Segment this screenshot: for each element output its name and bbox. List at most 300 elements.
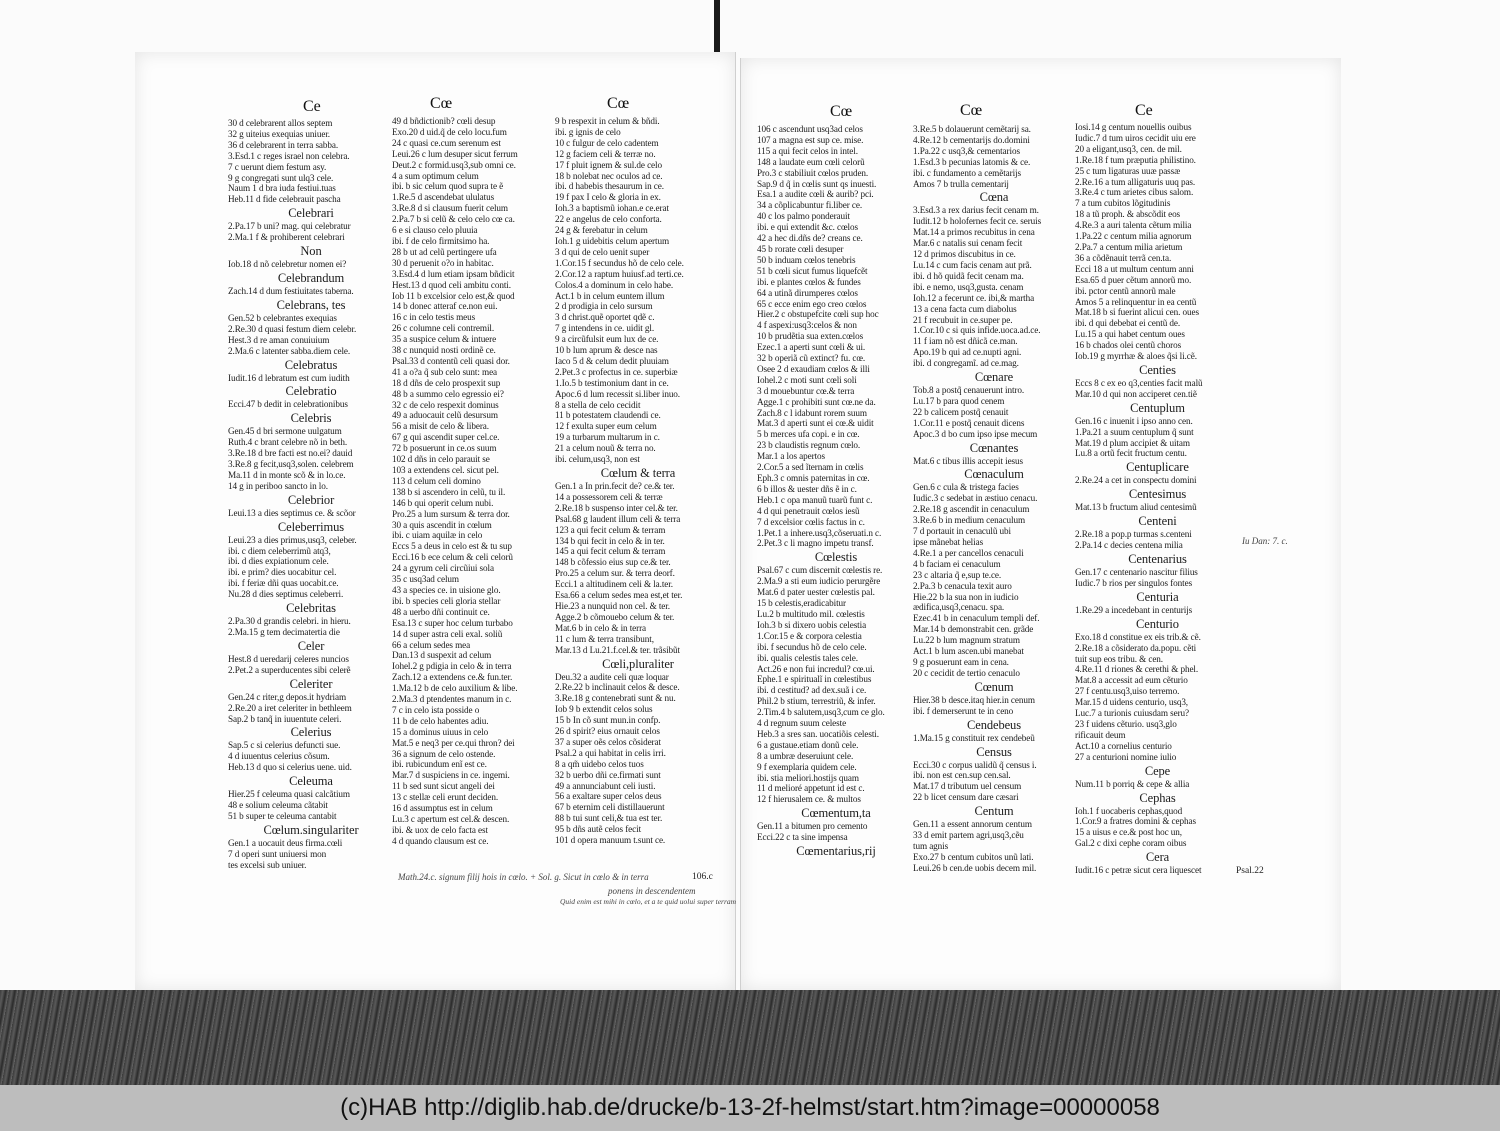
concordance-line: 12 f exulta super eum celum xyxy=(555,421,657,432)
concordance-line: Iob.18 d nõ celebretur nomen ei? xyxy=(228,259,347,270)
entry-keyword: Celebrans, tes xyxy=(276,297,346,312)
concordance-line: Ioh.3 b si dixero uobis celestia xyxy=(757,619,867,630)
concordance-line: 8 a stella de celo cecidit xyxy=(555,399,641,410)
concordance-line: 6 b illos & uester dñs ẽ in c. xyxy=(757,483,857,494)
concordance-line: Lu.15 a qui habet centum oues xyxy=(1075,329,1185,340)
concordance-line: 123 a qui fecit celum & terram xyxy=(555,524,666,535)
concordance-line: 19 a turbarum multarum in c. xyxy=(555,432,660,443)
entry-keyword: Census xyxy=(976,744,1012,759)
concordance-line: 21 a celum nouũ & terra no. xyxy=(555,443,656,454)
concordance-line: 51 b super te celeuma cantabit xyxy=(228,810,337,821)
entry-keyword: Cœmentum,ta xyxy=(801,806,871,821)
concordance-line: Mat.18 b si fuerint alicui cen. oues xyxy=(1075,307,1199,318)
concordance-line: 14 b donec atteraf ce.non eui. xyxy=(392,301,498,312)
concordance-line: 18 a tũ proph. & abscõdit eos xyxy=(1075,209,1181,220)
entry-keyword: Celebrandum xyxy=(277,270,345,285)
concordance-line: ibi. f feriæ dñi quas uocabit.ce. xyxy=(228,578,339,589)
concordance-line: 2 d prodigia in celo sursum xyxy=(555,301,653,312)
concordance-line: 12 f hierusalem ce. & multos xyxy=(757,794,861,805)
concordance-line: 106 c ascendunt usq3ad celos xyxy=(757,124,863,134)
concordance-line: 1.Re.5 d ascendebat ululatus xyxy=(392,192,495,203)
concordance-line: 4 f aspexi:usq3:celos & non xyxy=(757,320,857,331)
concordance-line: 48 a uerbo dñi continuit ce. xyxy=(392,606,490,617)
entry-keyword: Celeberrimus xyxy=(277,519,345,534)
concordance-line: 3.Re.8 g fecit,usq3,solen. celebrem xyxy=(228,459,354,470)
concordance-line: 3 d christ.quẽ oportet qdẽ c. xyxy=(555,312,655,323)
left-column-2 xyxy=(392,116,558,876)
concordance-line: Act.10 a cornelius centurio xyxy=(1075,740,1172,751)
concordance-line: 26 c columne celi contremil. xyxy=(392,323,495,334)
concordance-line: Exo.20 d uid.q̃ de celo locu.fum xyxy=(392,126,507,137)
concordance-line: 10 c fulgur de celo cadentem xyxy=(555,137,659,148)
concordance-line: 26 d spirit? eius ornauit celos xyxy=(555,726,660,737)
concordance-line: 9 a circũfulsit eum lux de ce. xyxy=(555,334,659,345)
concordance-line: 146 b qui operit celum nubi. xyxy=(392,497,494,508)
concordance-line: Ezec.41 b in cenaculum templi def. xyxy=(913,613,1040,624)
entry-keyword: Cœnum xyxy=(974,679,1014,694)
concordance-line: 15 a uisus e ce.& post hoc un, xyxy=(1075,827,1182,838)
concordance-line: 16 c in celo testis meus xyxy=(392,312,476,323)
entry-keyword: Centum xyxy=(974,804,1014,819)
entry-keyword: Centuria xyxy=(1136,589,1179,604)
concordance-line: 107 a magna est sup ce. mise. xyxy=(757,134,864,145)
concordance-line: ibi. d qui debebat ei centũ de. xyxy=(1075,318,1181,329)
concordance-line: 2.Tim.4 b salutem,usq3,cum ce glo. xyxy=(757,707,885,718)
concordance-line: 9 g congregati sunt ulq3 cele. xyxy=(228,172,334,183)
concordance-line: Hest.13 d quod celi ambitu conti. xyxy=(392,279,511,290)
concordance-line: Leui.26 c lum desuper sicut ferrum xyxy=(392,148,518,159)
concordance-line: 5 b merces ufa copi. e in cœ. xyxy=(757,429,860,440)
entry-keyword: Celebrior xyxy=(287,492,335,507)
concordance-line: 3.Re.4 c tum arietes cibus salom. xyxy=(1075,187,1194,198)
concordance-line: Esa.1 a audite cœli & aurib? pci. xyxy=(757,189,874,200)
concordance-line: Iohel.2 c moti sunt cœli soli xyxy=(757,374,857,385)
concordance-line: Heb.13 d quo si celerius uene. uid. xyxy=(228,762,352,773)
right-heading-3: Ce xyxy=(1135,102,1153,119)
concordance-line: Iosi.14 g centum nouellis ouibus xyxy=(1075,122,1192,132)
concordance-line: ibi. pctor centũ annorũ male xyxy=(1075,285,1176,296)
concordance-line: Gen.52 b celebrantes exequias xyxy=(228,312,337,323)
concordance-line: 45 b rorate cœli desuper xyxy=(757,243,844,254)
concordance-line: Act.26 e non fui incredul? cœ.ui. xyxy=(757,663,875,674)
concordance-line: Leui.13 a dies septimus ce. & scõor xyxy=(228,507,356,518)
concordance-line: 32 b operiã cũ extinct? fu. cœ. xyxy=(757,353,866,364)
concordance-line: ibi. f secundus hõ de celo cele. xyxy=(757,641,867,652)
concordance-line: 7 d portauit in cenaculũ ubi xyxy=(913,526,1011,537)
entry-keyword: Cœna xyxy=(979,190,1009,205)
concordance-line: 1.Cor.11 e postq̃ cenauit dicens xyxy=(913,417,1025,428)
concordance-line: ibi. d habebis thesaurum in ce. xyxy=(555,181,664,192)
concordance-line: 42 a hec di.dñs de? creans ce. xyxy=(757,233,863,244)
concordance-line: Mar.10 d qui non acciperet cen.tiẽ xyxy=(1075,388,1197,399)
entry-keyword: Cendebeus xyxy=(967,717,1021,732)
concordance-line: Lu.3 c apertum est cel.& descen. xyxy=(392,814,510,824)
copyright-footer xyxy=(0,1085,1500,1131)
concordance-line: 2.Cor.5 a sed ĩternam in cœlis xyxy=(757,462,864,473)
entry-keyword: Celeriter xyxy=(289,676,333,691)
concordance-line: 2.Pa.3 b cenacula texit auro xyxy=(913,580,1012,591)
left-page-number: 106.c xyxy=(692,872,713,882)
concordance-line: rificauit deum xyxy=(1075,729,1126,740)
concordance-line: 1.Pa.22 c usq3,& cementarios xyxy=(913,145,1020,156)
concordance-line: Osee 2 d exaudiam cœlos & illi xyxy=(757,363,870,374)
concordance-line: 11 d melioré appetunt id est c. xyxy=(757,783,865,794)
concordance-line: ibi. d cestitud? ad dex.suã i ce. xyxy=(757,685,867,696)
concordance-line: 7 c uerunt diem festum asy. xyxy=(228,161,327,172)
concordance-line: tuit sup eos tribu. & cen. xyxy=(1075,653,1163,664)
concordance-line: Eccs 5 a deus in celo est & tu sup xyxy=(392,541,512,552)
concordance-line: 138 b si ascendero in celũ, tu il. xyxy=(392,486,506,497)
concordance-line: 115 a qui fecit celos in intel. xyxy=(757,145,858,156)
concordance-line: 21 f recubuit in ce.super pe. xyxy=(913,314,1013,325)
concordance-line: 15 b celestis,eradicabitur xyxy=(757,598,846,609)
concordance-line: 2.Re.20 a iret celeriter in bethleem xyxy=(228,702,352,713)
concordance-line: 37 a super oẽs celos cõsiderat xyxy=(555,736,661,747)
concordance-line: 2.Pet.2 a superducentes sibi celerẽ xyxy=(228,664,351,675)
concordance-line: 6 a gustaue.etiam donũ cele. xyxy=(757,739,859,750)
concordance-line: Hest.3 d re aman conuiuium xyxy=(228,334,330,345)
concordance-line: 48 e solium celeuma cãtabit xyxy=(228,800,328,811)
concordance-line: Tob.8 a postq̃ cenauerunt intro. xyxy=(913,385,1025,396)
concordance-line: Gen.6 c cula & tristega facies xyxy=(913,482,1019,493)
concordance-line: 41 a o?a q̃ sub celo sunt: mea xyxy=(392,366,498,377)
concordance-line: ibi. rubicundum enĩ est ce. xyxy=(392,759,487,770)
concordance-line: 2.Ma.15 g tem decimatertia die xyxy=(228,627,340,637)
entry-keyword: Non xyxy=(300,244,322,259)
concordance-line: Iudic.3 c sedebat in æstiuo cenacu. xyxy=(913,493,1038,504)
concordance-line: Hier.2 c obstupefcite cœli sup hoc xyxy=(757,309,879,320)
concordance-line: 2.Pa.7 a centum milia arietum xyxy=(1075,241,1183,252)
entry-keyword: Cepe xyxy=(1144,763,1171,778)
concordance-line: 88 b tui sunt celi,& tua est ter. xyxy=(555,813,663,824)
concordance-line: 2.Pa.17 b uni? mag. qui celebratur xyxy=(228,221,351,232)
right-heading-1: Cœ xyxy=(830,103,853,120)
concordance-line: Ephe.1 e spiritualĩ in cœlestibus xyxy=(757,674,872,685)
concordance-line: Iudit.16 c petræ sicut cera liquescet xyxy=(1075,865,1202,876)
concordance-line: Mat.5 e neq3 per ce.qui thron? dei xyxy=(392,737,515,748)
concordance-line: 18 d dñs de celo prospexit sup xyxy=(392,377,501,388)
concordance-line: Sap.9 d q̃ in cœlis sunt qs inuesti. xyxy=(757,178,877,189)
concordance-line: 12 g faciem celi & terræ no. xyxy=(555,148,656,159)
concordance-line: 6 e si clauso celo pluuia xyxy=(392,225,478,236)
concordance-line: 3.Re.18 d bre facti est no.ei? dauid xyxy=(228,448,353,459)
concordance-line: 148 b cõfessio eius sup ce.& ter. xyxy=(555,557,671,568)
concordance-line: 2.Pet.3 c profectus in ce. superbiæ xyxy=(555,366,678,377)
entry-keyword: Centenarius xyxy=(1128,552,1187,566)
concordance-line: 2.Cor.12 a raptum huiusf.ad terti.ce. xyxy=(555,268,684,279)
concordance-line: Gen.16 c inuenit i ipso anno cen. xyxy=(1075,415,1193,426)
concordance-line: 19 f pax I celo & gloria in ex. xyxy=(555,192,661,203)
concordance-line: Zach.14 d dum festiuitates taberna. xyxy=(228,285,354,296)
entry-keyword: Celeuma xyxy=(289,774,333,789)
concordance-line: Eccs 8 c ex eo q3,centies facit malũ xyxy=(1075,377,1203,388)
entry-keyword: Celebris xyxy=(290,411,332,426)
concordance-line: Zach.12 a extendens ce.& fun.ter. xyxy=(392,672,513,683)
concordance-line: 2.Re.18 g ascendit in cenaculum xyxy=(913,504,1030,515)
concordance-line: Ezec.1 a aperti sunt cœli & ui. xyxy=(757,342,866,353)
concordance-line: ibi. d hõ quidã fecit cenam ma. xyxy=(913,270,1024,281)
concordance-line: Iudic.7 d tum uiros cecidit uiu ere xyxy=(1075,132,1196,143)
concordance-line: 11 c lum & terra transibunt, xyxy=(555,633,654,644)
entry-keyword: Cœlum.singulariter xyxy=(263,822,359,837)
concordance-line: Iob 11 b excelsior celo est,& quod xyxy=(392,290,515,301)
concordance-line: 56 a misit de celo & libera. xyxy=(392,421,489,432)
concordance-line: 16 b chados olei centũ choros xyxy=(1075,340,1182,351)
concordance-line: ibi. f demerserunt te in ceno xyxy=(913,705,1014,716)
concordance-line: Naum 1 d bra iuda festiui.tuas xyxy=(228,183,336,194)
concordance-line: 1.Pa.21 a suum centuplum q̃ sunt xyxy=(1075,426,1194,437)
entry-keyword: Cera xyxy=(1145,850,1170,865)
concordance-line: Dan.13 d suspexit ad celum xyxy=(392,650,492,661)
concordance-line: 14 d super astra celi exal. soliũ xyxy=(392,628,503,639)
concordance-line: ibi. e nemo, usq3,gusta. cenam xyxy=(913,281,1024,292)
concordance-line: 22 b calicem postq̃ cenauit xyxy=(913,406,1009,417)
concordance-line: 8 a qm̃ uidebo celos tuos xyxy=(555,758,644,769)
concordance-line: ibi. b species celi gloria stellar xyxy=(392,595,501,606)
concordance-line: ibi. & uox de celo facta est xyxy=(392,824,488,835)
concordance-line: 17 f pluit ignem & sul.de celo xyxy=(555,159,662,170)
concordance-line: 13 a cena facta cum diabolus xyxy=(913,303,1017,314)
concordance-line: ibi. stia meliori.hostijs quam xyxy=(757,772,859,783)
concordance-line: Apo.19 b qui ad ce.nupti agni. xyxy=(913,347,1022,358)
left-column-3 xyxy=(555,116,721,876)
concordance-line: 2.Ma.1 f & prohiberent celebrari xyxy=(228,232,345,243)
concordance-line: Zach.8 c l idabunt rorem suum xyxy=(757,407,867,418)
concordance-line: Gal.2 c dixi cephe coram oibus xyxy=(1075,838,1187,849)
concordance-line: Esa.13 c super hoc celum turbabo xyxy=(392,617,513,628)
concordance-line: Mar.7 d suspiciens in ce. ingemi. xyxy=(392,770,510,781)
concordance-line: Gen.1 a uocauit deus firma.cœli xyxy=(228,837,343,848)
concordance-line: 3.Esd.1 c reges israel non celebra. xyxy=(228,150,350,161)
concordance-line: 11 b sed sunt sicut angeli dei xyxy=(392,781,495,792)
concordance-line: Ecci.47 b dedit in celebrationibus xyxy=(228,399,348,410)
concordance-line: 10 b lum aprum & desce nas xyxy=(555,345,658,356)
concordance-line: tum agnis xyxy=(913,840,949,851)
entry-keyword: Cœlestis xyxy=(814,550,858,565)
concordance-line: 2.Ma.6 c latenter sabba.diem cele. xyxy=(228,345,351,356)
concordance-line: 43 a species ce. in uisione glo. xyxy=(392,584,501,595)
concordance-line: Mat.6 d pater uester cœlestis pal. xyxy=(757,587,875,598)
concordance-line: 35 c usq3ad celum xyxy=(392,574,459,585)
concordance-line: Ma.11 d in monte scõ & in lo.ce. xyxy=(228,469,346,480)
concordance-line: Colos.4 a dominum in celo habe. xyxy=(555,279,674,290)
entry-keyword: Cœli,pluraliter xyxy=(602,656,674,671)
concordance-line: 22 b licet censum dare cæsari xyxy=(913,792,1019,803)
concordance-line: Pro.3 c stabiliuit cœlos pruden. xyxy=(757,167,869,178)
concordance-line: Iob.19 g myrrhæ & aloes q̃si li.cẽ. xyxy=(1075,351,1197,362)
concordance-line: ibi. d dies expiationum cele. xyxy=(228,556,329,567)
entry-keyword: Centeni xyxy=(1138,514,1177,529)
concordance-line: 4 a sum optimum celum xyxy=(392,170,479,181)
right-column-3 xyxy=(1075,122,1240,874)
left-heading-1: Ce xyxy=(303,98,321,115)
concordance-line: Mat.6 b in celo & in terra xyxy=(555,622,647,633)
concordance-line: 20 c cecidit de tertio cenaculo xyxy=(913,667,1020,678)
concordance-line: Pro.25 a lum sursum & terra dor. xyxy=(392,508,510,519)
concordance-line: 49 a annunciabunt celi iusti. xyxy=(555,780,656,791)
concordance-line: 1.Io.5 b testimonium dant in ce. xyxy=(555,377,669,388)
right-heading-2: Cœ xyxy=(960,102,983,119)
concordance-line: 3.Re.5 b dolauerunt cemẽtarij sa. xyxy=(913,124,1031,134)
concordance-line: 8 a umbræ deseruiunt cele. xyxy=(757,750,854,761)
concordance-line: Mar.6 c natalis sui cenam fecit xyxy=(913,238,1023,249)
concordance-line: 15 a dominus uiuus in celo xyxy=(392,726,489,737)
concordance-line: 27 a centurioni nomine iulio xyxy=(1075,751,1177,762)
concordance-line: 1.Cor.10 c si quis infide.uoca.ad.ce. xyxy=(913,325,1041,336)
concordance-line: ibi. e qui extendit &c. cœlos xyxy=(757,222,858,233)
concordance-line: 12 d primos discubitus in ce. xyxy=(913,249,1016,260)
entry-keyword: Cœnaculum xyxy=(964,467,1024,482)
concordance-line: 23 b claudistis regnum cœlo. xyxy=(757,440,861,451)
concordance-line: 36 a signum de celo ostende. xyxy=(392,748,496,759)
concordance-line: Psal.68 g laudent illum celi & terra xyxy=(555,513,681,524)
concordance-line: 18 b nolebat nec oculos ad ce. xyxy=(555,170,663,181)
concordance-line: 4 d iuuentus celerius cõsum. xyxy=(228,751,330,762)
concordance-line: 67 b eternim celi distillauerunt xyxy=(555,802,665,813)
concordance-line: 4 d qui penetrauit cœlos iesũ xyxy=(757,505,860,516)
concordance-line: ibi. c fundamento a cemẽtarijs xyxy=(913,167,1021,178)
concordance-line: Deu.32 a audite celi quæ loquar xyxy=(555,671,669,682)
concordance-line: 1.Ma.15 g constituit rex cendebeũ xyxy=(913,732,1035,743)
concordance-line: Amos 7 b trulla cementarij xyxy=(913,178,1009,189)
concordance-line: 11 f iam nõ est dñicã ce.man. xyxy=(913,336,1018,347)
concordance-line: ipse mãnebat helias xyxy=(913,537,984,547)
concordance-line: Ecci 18 a ut multum centum anni xyxy=(1075,263,1194,274)
concordance-line: 9 g posuerunt eam in cena. xyxy=(913,656,1009,667)
concordance-line: Heb.1 c opa manuũ tuarũ funt c. xyxy=(757,494,873,505)
concordance-line: Pro.25 a celum sur. & terra deorf. xyxy=(555,568,675,579)
concordance-line: 102 d dñs in celo parauit se xyxy=(392,454,490,465)
entry-keyword: Centesimus xyxy=(1128,487,1187,502)
concordance-line: 101 d opera manuum t.sunt ce. xyxy=(555,835,666,846)
concordance-line: Agge.2 b cõmouebo celum & ter. xyxy=(555,611,675,622)
concordance-line: 66 a celum sedes mea xyxy=(392,639,471,650)
concordance-line: 7 d excelsior cœlis factus in c. xyxy=(757,516,865,527)
concordance-line: ibi. c diem celeberrimũ atq3, xyxy=(228,545,331,556)
concordance-line: 2.Ma.9 a sti eum iudicio perurgẽre xyxy=(757,576,881,587)
concordance-line: Mat.3 d aperti sunt ei cœ.& uidit xyxy=(757,418,874,429)
concordance-line: 28 b ut ad celũ pertingere ufa xyxy=(392,246,497,257)
concordance-line: Num.11 b porriq & cepe & allia xyxy=(1075,778,1190,789)
concordance-line: 30 a quis ascendit in cœlum xyxy=(392,519,492,530)
concordance-line: 14 g in periboo sancto in lo. xyxy=(228,480,328,491)
concordance-line: Ruth.4 c brant celebre nõ in beth. xyxy=(228,437,348,448)
concordance-line: Gen.11 a bitumen pro cemento xyxy=(757,821,868,832)
concordance-line: Esa.65 d puer cẽtum annorũ mo. xyxy=(1075,274,1192,285)
concordance-line: Heb.3 a sres san. uocatiõis celesti. xyxy=(757,728,879,739)
entry-keyword: Celebratus xyxy=(284,357,338,372)
concordance-line: Iudit.16 d lebratum est cum iudith xyxy=(228,372,350,383)
concordance-line: Ioh.1 g uidebitis celum apertum xyxy=(555,235,670,246)
concordance-line: Lu.22 b lum magnum stratum xyxy=(913,635,1020,646)
concordance-line: 148 a laudate eum cœli celorũ xyxy=(757,156,865,167)
left-heading-2: Cœ xyxy=(430,95,453,112)
concordance-line: 2.Re.22 b inclinauit celos & desce. xyxy=(555,682,680,693)
concordance-line: 4 d regnum suum celeste xyxy=(757,718,847,729)
concordance-line: Iohel.2 g pdigia in celo & in terra xyxy=(392,661,512,672)
concordance-line: 113 d celum celi domino xyxy=(392,475,481,486)
concordance-line: 7 c in celo ista posside o xyxy=(392,704,480,715)
concordance-line: 2.Pa.7 b si celũ & celo celo cœ ca. xyxy=(392,214,515,225)
concordance-line: Agge.1 c prohibiti sunt cœ.ne da. xyxy=(757,396,876,407)
concordance-line: Ecci.1 a altitudinem celi & la.ter. xyxy=(555,579,673,590)
concordance-line: ædifica,usq3,cenacu. spa. xyxy=(913,602,1005,613)
concordance-line: Deut.2 c formid.usq3,sub omni ce. xyxy=(392,159,516,170)
right-column-2 xyxy=(913,124,1075,873)
entry-keyword: Centies xyxy=(1139,362,1176,377)
concordance-line: ibi. e prim? dies uocabitur cel. xyxy=(228,567,337,578)
concordance-line: 145 a qui fecit celum & terram xyxy=(555,546,666,557)
concordance-line: Iudit.12 b holofernes fecit ce. seruis xyxy=(913,216,1042,227)
concordance-line: 33 d emit partem agri,usq3,cẽu xyxy=(913,830,1024,841)
concordance-line: Hier.38 b desce.itaq hier.in cenum xyxy=(913,694,1035,705)
concordance-line: 2.Ma.3 d ptendentes manum in c. xyxy=(392,694,512,705)
entry-keyword: Centuplicare xyxy=(1126,460,1189,475)
concordance-line: 40 c los palmo ponderauit xyxy=(757,211,850,222)
concordance-line: 56 a exaltare super celos deus xyxy=(555,791,662,802)
handwritten-note-1: Math.24.c. signum filij hois in cœlo. + Sol. g. Sicut in cœlo & in terra xyxy=(398,872,649,882)
concordance-line: 1.Pa.22 c centum milia agnorum xyxy=(1075,231,1192,242)
concordance-line: 3 d qui de celo uenit super xyxy=(555,246,650,257)
concordance-line: 20 a eligant,usq3, cen. de mil. xyxy=(1075,143,1182,154)
concordance-line: Sap.2 b tanq̃ in iuuentute celeri. xyxy=(228,713,342,724)
concordance-line: Gen.1 a In prin.fecit de? ce.& ter. xyxy=(555,481,675,491)
right-column-1 xyxy=(757,124,915,874)
concordance-line: 22 e angelus de celo conforta. xyxy=(555,214,662,225)
scanner-bed-edge xyxy=(0,990,1500,1085)
concordance-line: 11 b potestatem claudendi ce. xyxy=(555,410,661,421)
concordance-line: 2.Re.24 a cet in conspectu domini xyxy=(1075,475,1197,486)
concordance-line: 4.Re.11 d riones & cerethi & phel. xyxy=(1075,664,1199,675)
concordance-line: 3.Esd.3 a rex darius fecit cenam m. xyxy=(913,205,1039,216)
concordance-line: Gen.17 c centenario nascitur filius xyxy=(1075,567,1198,577)
concordance-line: Mat.13 b fructum aliud centesimũ xyxy=(1075,502,1197,513)
entry-keyword: Cephas xyxy=(1139,790,1176,805)
concordance-line: 15 b In cõ sunt mun.in confp. xyxy=(555,715,661,726)
entry-keyword: Cœnantes xyxy=(969,440,1019,455)
concordance-line: 25 c tum ligaturas uuæ passæ xyxy=(1075,165,1181,176)
concordance-line: Lu.14 c cum facis cenam aut prã. xyxy=(913,259,1032,270)
concordance-line: Hie.22 b la sua non in iudicio xyxy=(913,591,1019,602)
concordance-line: 7 d operi sunt uniuersi mon xyxy=(228,848,327,859)
concordance-line: Hest.8 d ueredarij celeres nuncios xyxy=(228,653,349,664)
concordance-line: 2.Re.18 b suspenso inter cel.& ter. xyxy=(555,502,678,513)
left-column-1 xyxy=(228,118,394,878)
concordance-line: 9 f exemplaria quidem cele. xyxy=(757,761,857,772)
concordance-line: 1.Ma.12 b de celo auxilium & libe. xyxy=(392,683,518,694)
concordance-line: 24 g & ferebatur in celum xyxy=(555,225,648,236)
concordance-line: Mat.6 c tibus illis accepit iesus xyxy=(913,455,1023,466)
concordance-line: Ioh.1 f uocaberis cephas,quod xyxy=(1075,805,1183,816)
handwritten-note-2: ponens in descendentem xyxy=(608,886,696,896)
concordance-line: Ioh.12 a fecerunt ce. ibi,& martha xyxy=(913,292,1035,303)
concordance-line: 2.Pet.3 c li magno impetu transf. xyxy=(757,538,874,549)
entry-keyword: Celer xyxy=(297,638,325,653)
concordance-line: Ecci.16 b ece celum & celi celorũ xyxy=(392,552,513,563)
concordance-line: Hier.25 f celeuma quasi calcãtium xyxy=(228,789,350,800)
concordance-line: 2.Pa.30 d grandis celebri. in hieru. xyxy=(228,616,351,627)
concordance-line: 64 a utinã dirumperes cœlos xyxy=(757,287,858,298)
concordance-line: 1.Cor.15 f secundus hõ de celo cele. xyxy=(555,257,684,268)
concordance-line: 24 c quasi ce.cum serenum est xyxy=(392,137,501,148)
concordance-line: Ecci.30 c corpus ualidũ q̃ census i. xyxy=(913,759,1037,770)
concordance-line: 2.Re.18 a pop.p turmas s.centeni xyxy=(1075,529,1192,540)
concordance-line: ibi. qualis celestis tales cele. xyxy=(757,652,858,663)
concordance-line: 38 c nunquid nosti ordinẽ ce. xyxy=(392,345,496,356)
concordance-line: 4.Re.12 b cementarijs do.domini xyxy=(913,134,1030,145)
concordance-line: ibi. f de celo firmitsimo ha. xyxy=(392,235,490,246)
concordance-line: 1.Pet.1 a inhere.usq3,cõseruati.n c. xyxy=(757,527,882,538)
